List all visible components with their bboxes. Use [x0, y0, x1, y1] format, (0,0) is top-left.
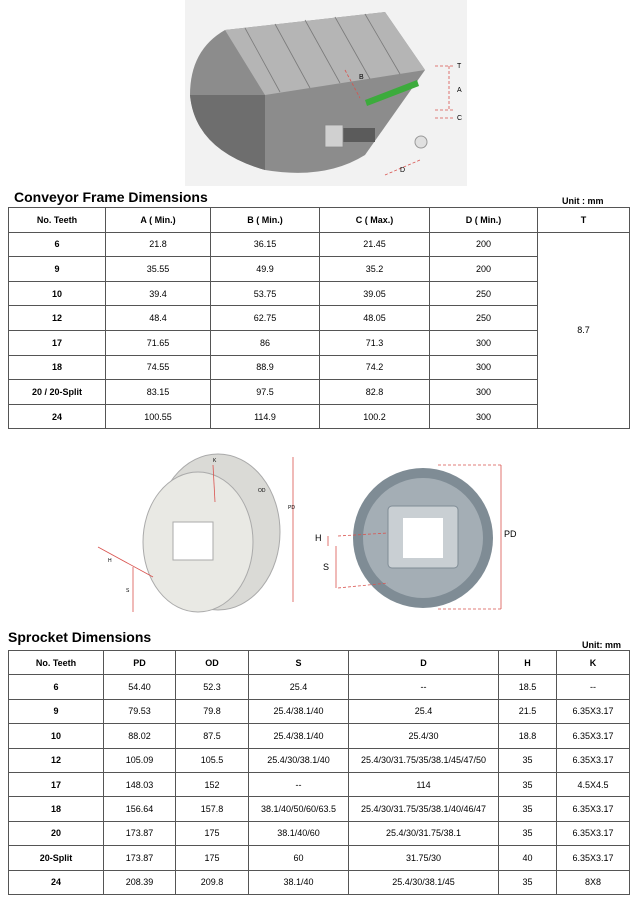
table-cell: --: [249, 772, 349, 796]
table-cell: 71.3: [320, 330, 430, 355]
frame-dimensions-table: [8, 207, 630, 429]
table-row: [9, 330, 630, 355]
table-cell: 35.55: [106, 257, 211, 282]
table-cell: 18.8: [499, 724, 557, 748]
table-cell: 35: [499, 870, 557, 894]
column-header: PD: [104, 651, 176, 675]
table-cell: 25.4/30/31.75/35/38.1/45/47/50: [349, 748, 499, 772]
table-cell: 21.8: [106, 232, 211, 257]
table-row: [9, 232, 630, 257]
table-cell: 36.15: [211, 232, 320, 257]
sprocket-right-label-h: H: [315, 533, 322, 543]
table-cell: 53.75: [211, 281, 320, 306]
table-cell: 105.5: [176, 748, 249, 772]
table-cell: 31.75/30: [349, 846, 499, 870]
table-cell: 6.35X3.17: [557, 821, 630, 845]
table-cell: 25.4/30/31.75/38.1: [349, 821, 499, 845]
sprocket-right-label-s: S: [323, 562, 330, 572]
table-cell: 105.09: [104, 748, 176, 772]
table-cell: 9: [9, 257, 106, 282]
table-cell: 300: [430, 355, 538, 380]
column-header: C ( Max.): [320, 208, 430, 233]
table-cell: 18: [9, 797, 104, 821]
table-row: [9, 355, 630, 380]
sprocket-left-label-s: S: [126, 588, 130, 594]
label-b: B: [359, 74, 364, 81]
table-cell: 300: [430, 330, 538, 355]
table-row: [9, 821, 630, 845]
sprocket-dimensions-table: [8, 650, 630, 895]
table-cell: 114.9: [211, 404, 320, 429]
table-cell: 21.5: [499, 699, 557, 723]
table-row: [9, 870, 630, 894]
table-cell: 152: [176, 772, 249, 796]
table-row: [9, 257, 630, 282]
header-row: [9, 208, 630, 233]
table-cell: 4.5X4.5: [557, 772, 630, 796]
table-row: [9, 404, 630, 429]
table-row: [9, 724, 630, 748]
conveyor-belt-diagram: [185, 0, 467, 186]
table-cell: 88.02: [104, 724, 176, 748]
table-cell: 25.4: [249, 675, 349, 699]
table-cell: 38.1/40: [249, 870, 349, 894]
table-cell: 208.39: [104, 870, 176, 894]
sprocket-unit: Unit: mm: [582, 640, 621, 650]
table-cell: 200: [430, 232, 538, 257]
frame-section-title: Conveyor Frame Dimensions: [14, 189, 208, 205]
table-cell: 25.4/30/38.1/45: [349, 870, 499, 894]
table-cell: 79.53: [104, 699, 176, 723]
table-row: [9, 846, 630, 870]
header-row: [9, 651, 630, 675]
table-cell: 8X8: [557, 870, 630, 894]
table-cell: 9: [9, 699, 104, 723]
t-value-cell: 8.7: [538, 232, 630, 429]
table-cell: 250: [430, 281, 538, 306]
table-cell: 40: [499, 846, 557, 870]
table-row: [9, 675, 630, 699]
table-cell: 12: [9, 748, 104, 772]
table-cell: 74.2: [320, 355, 430, 380]
table-cell: 97.5: [211, 380, 320, 405]
table-cell: 148.03: [104, 772, 176, 796]
table-row: [9, 281, 630, 306]
column-header: B ( Min.): [211, 208, 320, 233]
label-d: D: [400, 167, 406, 174]
table-cell: 21.45: [320, 232, 430, 257]
table-cell: 62.75: [211, 306, 320, 331]
table-cell: 39.05: [320, 281, 430, 306]
sprocket-section-title: Sprocket Dimensions: [8, 629, 152, 645]
table-cell: 114: [349, 772, 499, 796]
table-cell: 54.40: [104, 675, 176, 699]
table-cell: 6.35X3.17: [557, 699, 630, 723]
table-cell: 24: [9, 870, 104, 894]
table-cell: --: [349, 675, 499, 699]
column-header: OD: [176, 651, 249, 675]
table-cell: 35: [499, 748, 557, 772]
table-cell: 48.4: [106, 306, 211, 331]
table-cell: 175: [176, 846, 249, 870]
table-cell: 48.05: [320, 306, 430, 331]
table-cell: 25.4: [349, 699, 499, 723]
sprocket-diagram-left: [93, 447, 308, 617]
frame-unit: Unit : mm: [562, 196, 604, 206]
table-cell: 39.4: [106, 281, 211, 306]
table-cell: 88.9: [211, 355, 320, 380]
column-header: A ( Min.): [106, 208, 211, 233]
table-cell: 18.5: [499, 675, 557, 699]
table-row: [9, 306, 630, 331]
table-cell: 20 / 20-Split: [9, 380, 106, 405]
table-cell: 74.55: [106, 355, 211, 380]
column-header: D ( Min.): [430, 208, 538, 233]
table-cell: 83.15: [106, 380, 211, 405]
table-cell: 17: [9, 772, 104, 796]
table-cell: 157.8: [176, 797, 249, 821]
table-cell: 6.35X3.17: [557, 797, 630, 821]
table-cell: 6.35X3.17: [557, 748, 630, 772]
table-cell: 25.4/30: [349, 724, 499, 748]
table-cell: 25.4/30/38.1/40: [249, 748, 349, 772]
table-cell: 100.55: [106, 404, 211, 429]
label-c: C: [457, 115, 463, 122]
table-cell: 6: [9, 232, 106, 257]
table-cell: 52.3: [176, 675, 249, 699]
table-cell: 87.5: [176, 724, 249, 748]
table-row: [9, 748, 630, 772]
table-cell: 100.2: [320, 404, 430, 429]
table-cell: 10: [9, 281, 106, 306]
table-cell: 18: [9, 355, 106, 380]
table-cell: 35: [499, 821, 557, 845]
table-cell: 200: [430, 257, 538, 282]
table-row: [9, 797, 630, 821]
table-cell: 71.65: [106, 330, 211, 355]
sprocket-left-label-k: K: [213, 458, 217, 464]
column-header: K: [557, 651, 630, 675]
table-cell: 156.64: [104, 797, 176, 821]
table-cell: 209.8: [176, 870, 249, 894]
table-cell: 6.35X3.17: [557, 724, 630, 748]
table-cell: 25.4/30/31.75/35/38.1/40/46/47: [349, 797, 499, 821]
sprocket-left-label-h: H: [108, 558, 112, 564]
table-cell: 12: [9, 306, 106, 331]
table-cell: 300: [430, 404, 538, 429]
table-cell: 38.1/40/50/60/63.5: [249, 797, 349, 821]
sprocket-diagram-right: [308, 458, 523, 616]
table-cell: 38.1/40/60: [249, 821, 349, 845]
table-cell: 6: [9, 675, 104, 699]
table-cell: 35: [499, 797, 557, 821]
column-header: No. Teeth: [9, 651, 104, 675]
table-cell: 35: [499, 772, 557, 796]
table-cell: 17: [9, 330, 106, 355]
sprocket-right-label-pd: PD: [504, 529, 517, 539]
table-cell: 25.4/38.1/40: [249, 724, 349, 748]
table-cell: 175: [176, 821, 249, 845]
table-row: [9, 380, 630, 405]
label-t: T: [457, 63, 462, 70]
column-header: S: [249, 651, 349, 675]
table-cell: 79.8: [176, 699, 249, 723]
column-header: No. Teeth: [9, 208, 106, 233]
label-a: A: [457, 87, 462, 94]
table-row: [9, 772, 630, 796]
table-cell: 250: [430, 306, 538, 331]
sprocket-left-label-od: OD: [258, 488, 266, 494]
table-cell: 173.87: [104, 821, 176, 845]
column-header: T: [538, 208, 630, 233]
table-cell: 300: [430, 380, 538, 405]
table-cell: 10: [9, 724, 104, 748]
table-cell: 20: [9, 821, 104, 845]
table-cell: 173.87: [104, 846, 176, 870]
table-cell: 25.4/38.1/40: [249, 699, 349, 723]
column-header: D: [349, 651, 499, 675]
table-row: [9, 699, 630, 723]
column-header: H: [499, 651, 557, 675]
sprocket-left-label-pd: PD: [288, 505, 295, 511]
table-cell: 6.35X3.17: [557, 846, 630, 870]
table-cell: 24: [9, 404, 106, 429]
table-cell: 82.8: [320, 380, 430, 405]
table-cell: 86: [211, 330, 320, 355]
table-cell: --: [557, 675, 630, 699]
table-cell: 60: [249, 846, 349, 870]
table-cell: 20-Split: [9, 846, 104, 870]
table-cell: 35.2: [320, 257, 430, 282]
table-cell: 49.9: [211, 257, 320, 282]
